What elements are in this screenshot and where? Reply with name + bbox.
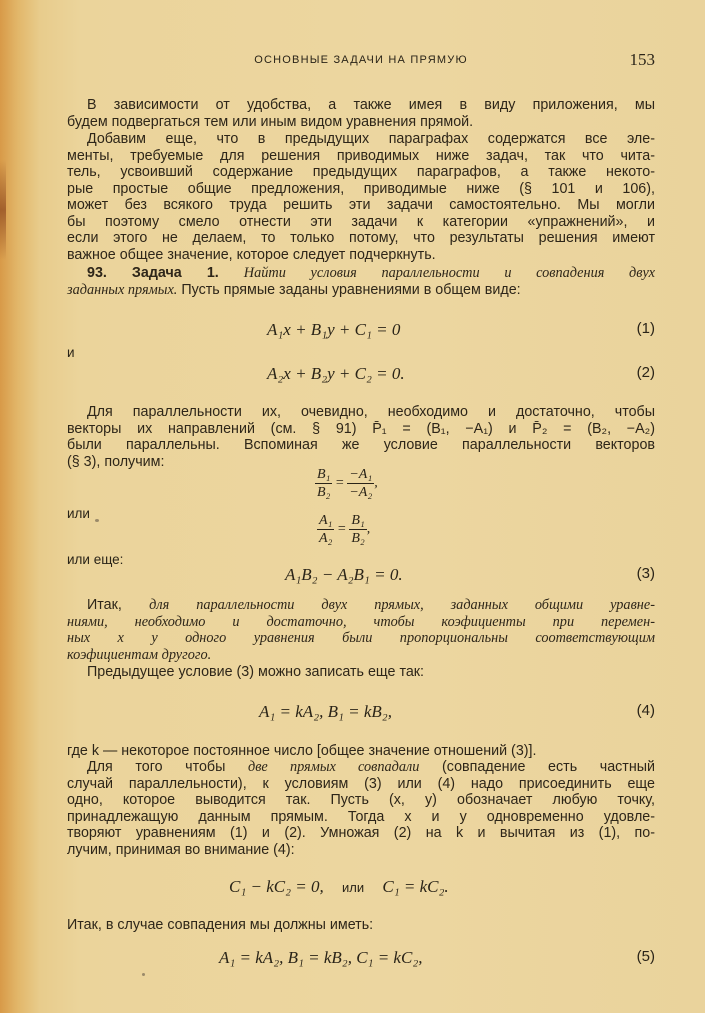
- text-line: [67, 265, 655, 282]
- equation-c: [67, 877, 655, 899]
- text-line: если этого не делаем, то только потому, что результаты решения имеют: [67, 230, 655, 246]
- text-line: может без всякого труда решить эти задачи самостоятельно. Мы могли: [67, 197, 655, 213]
- text-line: где k — некоторое постоянное число [общее значение отношений (3)].: [67, 743, 537, 759]
- text-line: бы поэтому смело отнести эти задачи к категории «упражнений», и: [67, 213, 655, 230]
- equation-body: $\frac{\text{B₁}}{\text{B₂}}$ = $\frac{\text{−A₁}}{\text{−A₂}}$ ,: [317, 467, 378, 500]
- connector-word: и: [67, 345, 75, 360]
- equation-tag: (2): [636, 364, 655, 381]
- connector-word: или еще:: [67, 552, 124, 567]
- equation-body: $\frac{\text{A₁}}{\text{A₂}}$ = $\frac{\text{B₁}}{\text{B₂}}$ ,: [319, 513, 371, 546]
- denominator: −A₂: [349, 485, 373, 500]
- text-line: рые простые общие предложения, приводимые ниже (§ 101 и 106),: [67, 180, 655, 197]
- paragraph-coincidence-result: [67, 917, 655, 934]
- fraction: [347, 466, 374, 501]
- italic-span: для параллельности двух прямых, заданных общими уравне-: [149, 597, 655, 613]
- equation-tag: (1): [636, 320, 655, 337]
- text-line: ниями, необходимо и достаточно, чтобы коэфициенты при перемен-: [67, 613, 655, 630]
- numerator: B₁: [351, 513, 365, 528]
- connector-word: или: [67, 506, 90, 521]
- equation-body: A₁ = kA₂, B₁ = kB₂,: [259, 702, 392, 721]
- text-line: Для параллельности их, очевидно, необходимо и достаточно, чтобы: [87, 404, 655, 420]
- equation-body: A₁B₂ − A₂B₁ = 0.: [285, 565, 403, 584]
- text-line: тель, усвоивший содержание предыдущих параграфов, а также некото-: [67, 164, 655, 180]
- text-span: Пусть прямые заданы уравнениями в общем виде:: [177, 281, 521, 298]
- equation-tag: (4): [636, 702, 655, 719]
- equation-tag: (3): [636, 565, 655, 582]
- text-line: важное общее значение, которое следует подчеркнуть.: [67, 246, 436, 263]
- equation-3: [67, 565, 655, 587]
- paragraph-addition: [67, 131, 655, 263]
- paragraph-rewrite: [67, 664, 655, 681]
- paragraph-parallel-vectors: [67, 404, 655, 470]
- text-line: векторы их направлений (см. § 91) P̄₁ = (B₁, −A₁) и P̄₂ = (B₂, −A₂): [67, 420, 655, 437]
- fraction: [349, 512, 366, 547]
- text-line: В зависимости от удобства, а также имея в виду приложения, мы: [87, 97, 655, 113]
- paragraph-k-definition: [67, 743, 655, 760]
- text-span: (совпадение есть частный: [419, 759, 655, 775]
- text-line: ных x y одного уравнения были пропорциональны соответствующим: [67, 630, 655, 646]
- problem-title-cont: заданных прямых.: [67, 281, 178, 298]
- equation-2: [67, 364, 655, 386]
- page-number: 153: [629, 50, 655, 69]
- denominator: B₂: [351, 531, 365, 546]
- equation-1: [67, 320, 655, 342]
- numerator: −A₁: [349, 467, 373, 482]
- paper-speck: [95, 519, 99, 522]
- denominator: A₂: [319, 531, 333, 546]
- equation-tag: (5): [636, 948, 655, 965]
- equation-body: [229, 877, 449, 897]
- fraction-equation-1: [67, 466, 655, 506]
- equation-part: C₁ − kC₂ = 0,: [229, 877, 324, 896]
- text-line: творяют уравнениям (1) и (2). Умножая (2) на k и вычитая из (1), по-: [67, 825, 655, 841]
- text-line: будем подвергаться тем или иным видом уравнения прямой.: [67, 113, 474, 130]
- fraction: [317, 512, 334, 547]
- fraction: [315, 466, 332, 501]
- text-span: Итак,: [87, 597, 150, 613]
- text-line: [67, 597, 655, 614]
- text-line: менты, требуемые для решения приводимых ниже задач, так что чита-: [67, 147, 655, 164]
- paragraph-intro: [67, 97, 655, 130]
- text-line: были параллельны. Вспоминая же условие параллельности векторов: [67, 437, 655, 453]
- text-line: (§ 3), получим:: [67, 453, 165, 470]
- connector-word: или: [342, 880, 365, 895]
- text-line: коэфициентам другого.: [67, 646, 212, 663]
- punct: ,: [374, 475, 378, 491]
- problem-93-statement: [67, 265, 655, 298]
- equation-4: [67, 702, 655, 724]
- equation-5: [67, 948, 655, 970]
- equation-part: C₁ = kC₂.: [382, 877, 449, 896]
- equation-body: A₁ = kA₂, B₁ = kB₂, C₁ = kC₂,: [219, 948, 423, 967]
- text-span: Для того чтобы: [87, 759, 248, 775]
- page-header: [67, 50, 655, 70]
- numerator: B₁: [317, 467, 331, 482]
- text-line: Добавим еще, что в предыдущих параграфах содержатся все эле-: [87, 131, 655, 147]
- text-line: [67, 282, 655, 299]
- italic-span: две прямых совпадали: [247, 759, 420, 775]
- text-line: принадлежащую данным прямым. Тогда x и y одновременно удовле-: [67, 808, 655, 825]
- punct: ,: [366, 521, 371, 537]
- problem-label: 93. Задача 1.: [87, 265, 244, 281]
- fraction-equation-2: [67, 512, 655, 552]
- text-line: Предыдущее условие (3) можно записать еще так:: [87, 664, 425, 680]
- paper-speck: [142, 973, 145, 976]
- paragraph-parallel-conclusion: [67, 597, 655, 663]
- text-line: [67, 759, 655, 776]
- equation-body: A₂x + B₂y + C₂ = 0.: [267, 364, 405, 383]
- problem-title: Найти условия параллельности и совпадения двух: [243, 265, 655, 281]
- text-line: лучим, принимая во внимание (4):: [67, 841, 295, 858]
- text-line: Итак, в случае совпадения мы должны иметь:: [67, 917, 374, 933]
- text-line: случай параллельности), к условиям (3) или (4) надо присоединить еще: [67, 775, 655, 792]
- numerator: A₁: [319, 513, 333, 528]
- paragraph-coincidence: [67, 759, 655, 858]
- running-title: ОСНОВНЫЕ ЗАДАЧИ НА ПРЯМУЮ: [254, 54, 468, 66]
- page-edge-shadow: [0, 160, 6, 260]
- text-line: одно, которое выводится так. Пусть (x, y) обозначает любую точку,: [67, 792, 655, 808]
- denominator: B₂: [317, 485, 331, 500]
- equation-body: A₁x + B₁y + C₁ = 0: [267, 320, 401, 339]
